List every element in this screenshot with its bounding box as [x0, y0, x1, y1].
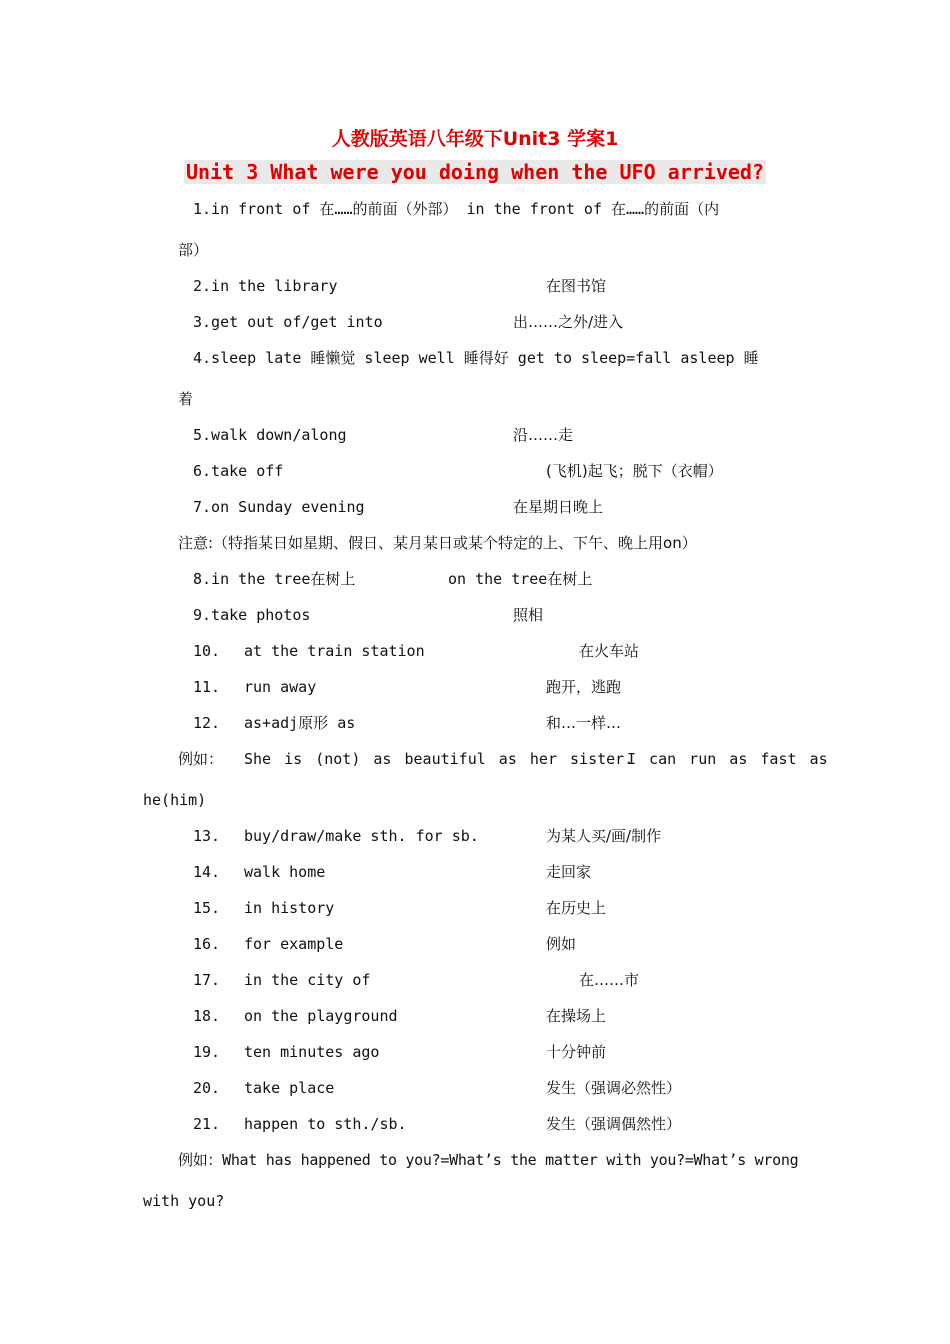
unit-subtitle	[0, 160, 950, 184]
unit-subtitle-text: Unit 3 What were you doing when the UFO arrived?	[186, 160, 764, 184]
page-title: 人教版英语八年级下Unit3 学案1	[331, 128, 619, 150]
